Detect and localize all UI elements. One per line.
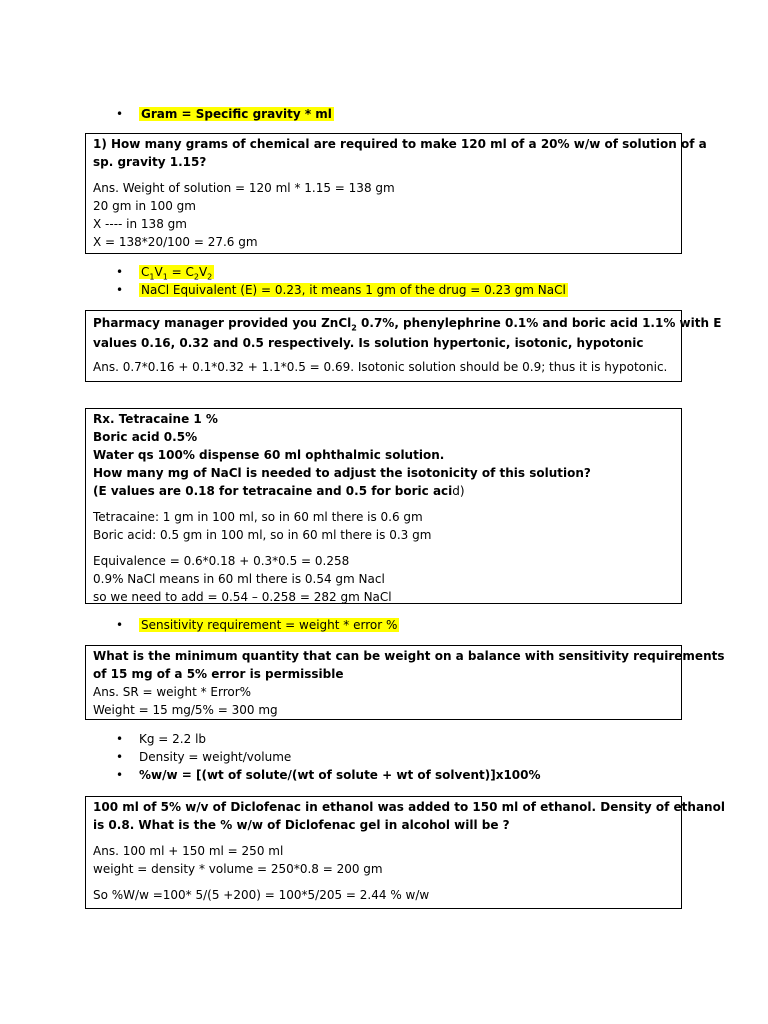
bullet-dot-icon: • (116, 107, 124, 121)
question-box-diclofenac (85, 796, 725, 909)
highlighted-formula: $C_1V_1 = C_2V_2$ (141, 265, 213, 282)
question-box-tonicity (85, 310, 722, 382)
question-line: 1) How many grams of chemical are required to make 120 ml of a 20% w/w of solution of a (93, 137, 707, 151)
answer-line: so we need to add = 0.54 – 0.258 = 282 gm NaCl (93, 590, 392, 604)
answer-line: Weight = 15 mg/5% = 300 mg (93, 703, 278, 717)
bullet-item-kg (116, 730, 541, 748)
question-line: sp. gravity 1.15? (93, 155, 207, 169)
bullet-list-conversions (116, 730, 541, 784)
highlighted-formula: Sensitivity requirement = weight * error % (141, 618, 398, 632)
question-box-isotonicity (85, 408, 682, 604)
bullet-list-sensitivity (116, 616, 399, 634)
bullet-list-dilution (116, 263, 568, 299)
bullet-dot-icon: • (116, 768, 124, 782)
formula-text: %w/w = [(wt of solute/(wt of solute + wt of solvent)]x100% (139, 768, 541, 782)
answer-line: 0.9% NaCl means in 60 ml there is 0.54 gm Nacl (93, 572, 385, 586)
formula-text: Kg = 2.2 lb (139, 732, 207, 746)
question-line: How many mg of NaCl is needed to adjust the isotonicity of this solution? (93, 466, 591, 480)
answer-line: Tetracaine: 1 gm in 100 ml, so in 60 ml there is 0.6 gm (93, 510, 423, 524)
question-line: Rx. Tetracaine 1 % (93, 412, 218, 426)
question-box-sensitivity (85, 645, 725, 720)
answer-line: So %W/w =100* 5/(5 +200) = 100*5/205 = 2.44 % w/w (93, 888, 430, 902)
bullet-item-sensitivity (116, 616, 399, 634)
question-line: is 0.8. What is the % w/w of Diclofenac gel in alcohol will be ? (93, 818, 510, 832)
bullet-item-density (116, 748, 541, 766)
bullet-item-c1v1 (116, 263, 568, 281)
answer-line: X = 138*20/100 = 27.6 gm (93, 235, 258, 249)
question-line: (E values are 0.18 for tetracaine and 0.5 for boric acid) (93, 484, 465, 498)
formula-text: Density = weight/volume (139, 750, 292, 764)
highlighted-formula: NaCl Equivalent (E) = 0.23, it means 1 gm of the drug = 0.23 gm NaCl (141, 283, 566, 297)
answer-line: weight = density * volume = 250*0.8 = 200 gm (93, 862, 383, 876)
bullet-dot-icon: • (116, 283, 124, 297)
question-line: Water qs 100% dispense 60 ml ophthalmic solution. (93, 448, 445, 462)
answer-line: X ---- in 138 gm (93, 217, 187, 231)
bullet-item-gram (116, 105, 334, 123)
bullet-dot-icon: • (116, 265, 124, 279)
question-line: of 15 mg of a 5% error is permissible (93, 667, 344, 681)
answer-line: 20 gm in 100 gm (93, 199, 196, 213)
answer-line: Boric acid: 0.5 gm in 100 ml, so in 60 ml there is 0.3 gm (93, 528, 432, 542)
question-box-grams (85, 133, 707, 254)
answer-line: Ans. 0.7*0.16 + 0.1*0.32 + 1.1*0.5 = 0.69. Isotonic solution should be 0.9; thus it is hypotonic. (93, 360, 668, 374)
bullet-dot-icon: • (116, 618, 124, 632)
answer-line: Ans. Weight of solution = 120 ml * 1.15 = 138 gm (93, 181, 395, 195)
bullet-item-nacl-equivalent (116, 281, 568, 299)
highlighted-formula: Gram = Specific gravity * ml (141, 107, 332, 121)
bullet-item-percent-ww (116, 766, 541, 784)
answer-line: Ans. SR = weight * Error% (93, 685, 252, 699)
answer-line: Equivalence = 0.6*0.18 + 0.3*0.5 = 0.258 (93, 554, 350, 568)
question-line: 100 ml of 5% w/v of Diclofenac in ethanol was added to 150 ml of ethanol. Density of ethanol (93, 800, 725, 814)
question-line: Boric acid 0.5% (93, 430, 198, 444)
question-line: values 0.16, 0.32 and 0.5 respectively. Is solution hypertonic, isotonic, hypotonic (93, 336, 644, 350)
question-line: Pharmacy manager provided you ZnCl$_2$ 0.7%, phenylephrine 0.1% and boric acid 1.1% with E (93, 316, 722, 333)
question-line: What is the minimum quantity that can be weight on a balance with sensitivity requirements (93, 649, 725, 663)
bullet-dot-icon: • (116, 750, 124, 764)
bullet-dot-icon: • (116, 732, 124, 746)
bullet-list-gram (116, 105, 334, 123)
answer-line: Ans. 100 ml + 150 ml = 250 ml (93, 844, 284, 858)
